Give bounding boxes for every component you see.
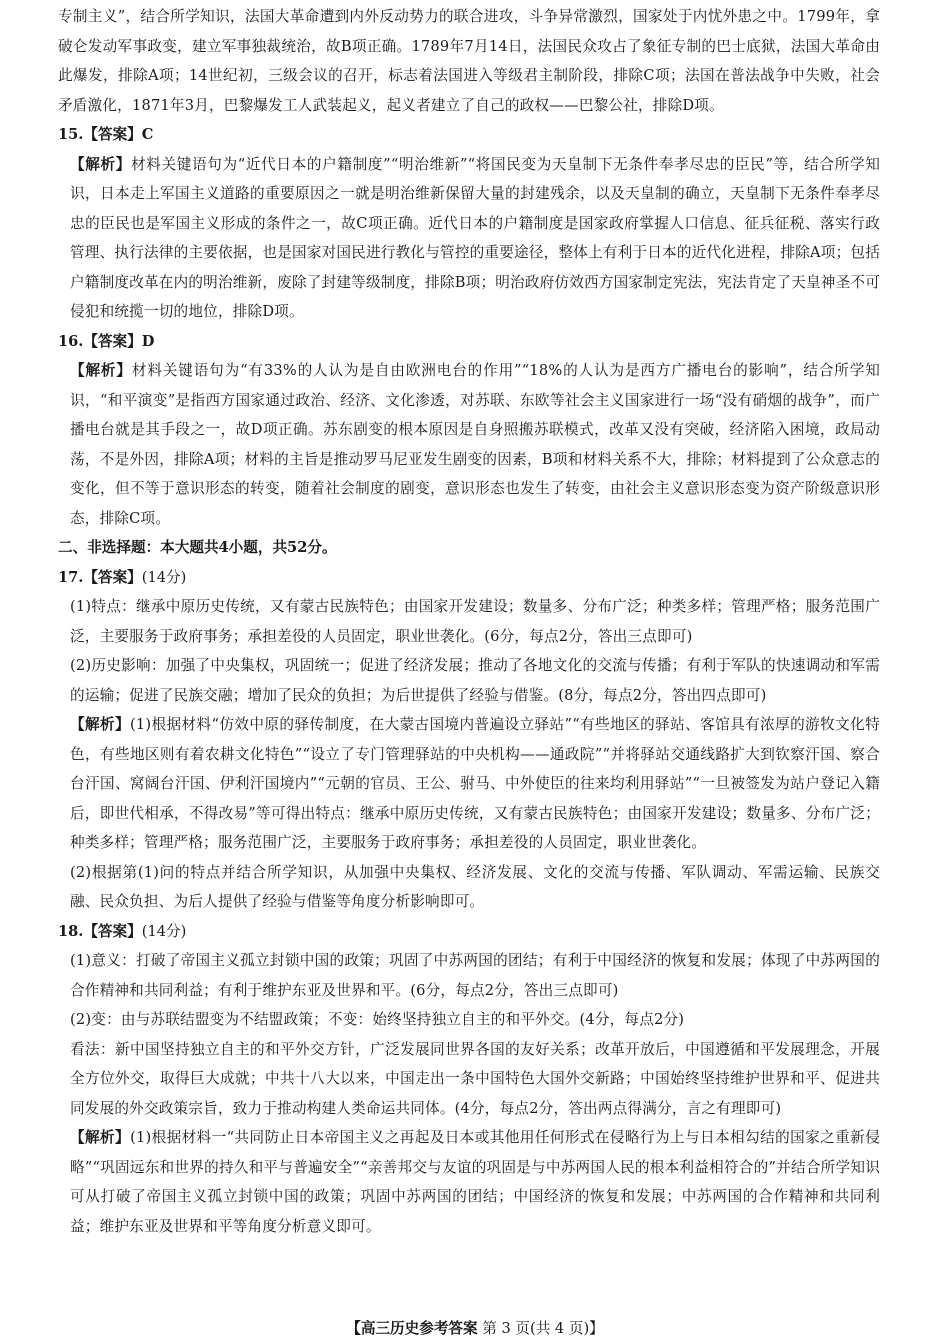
- q16-number: 16.: [58, 332, 84, 350]
- q15-answer-line: [58, 120, 880, 150]
- section2-title: 二、非选择题：本大题共4小题，共52分。: [58, 539, 337, 556]
- q16-answer-tag: 【答案】: [83, 332, 142, 350]
- q18-number: 18.: [58, 922, 84, 940]
- q17-answer-line: [58, 563, 880, 593]
- q15-answer-tag: 【答案】: [83, 126, 142, 143]
- page-footer: [0, 1318, 950, 1340]
- q15-number: 15.: [58, 126, 84, 143]
- q16-analysis-text: 材料关键语句为“有33%的人认为是自由欧洲电台的作用”“18%的人认为是西方广播电台的影响”，结合所学知识，“和平演变”是指西方国家通过政治、经济、文化渗透，对苏联、东欧等社会主义国家进行一场“没有硝烟的战争”，而广播电台就是其手段之一，故D项正确。苏东剧变的根本原因是自身照搬苏联模式，改革又没有突破，经济陷入困境，政局动荡，不是外因，排除A项；材料的主旨是推动罗马尼亚发生剧变的因素，B项和材料关系不大，排除；材料提到了公众意志的变化，但不等于意识形态的转变，随着社会制度的剧变，意识形态也发生了转变，由社会主义意识形态变为资产阶级意识形态，排除C项。: [70, 362, 880, 527]
- q17-number: 17.: [58, 568, 84, 586]
- q17-analysis1-text: (1)根据材料“仿效中原的驿传制度，在大蒙古国境内普遍设立驿站”“有些地区的驿站、客馆具有浓厚的游牧文化特色，有些地区则有着农耕文化特色”“设立了专门管理驿站的中央机构——通政院”“并将驿站交通线路扩大到钦察汗国、察合台汗国、窝阔台汗国、伊利汗国境内”“元朝的官员、王公、驸马、中外使臣的往来均利用驿站”“一旦被签发为站户登记入籍后，即世代相承，不得改易”等可得出特点：继承中原历史传统，又有蒙古民族特色；由国家开发建设；数量多、分布广泛；种类多样；管理严格；服务范围广泛，主要服务于政府事务；承担差役的人员固定，职业世袭化。: [70, 716, 880, 851]
- q14-analysis-continuation: 专制主义”，结合所学知识，法国大革命遭到内外反动势力的联合进攻，斗争异常激烈，国家处于内忧外患之中。1799年，拿破仑发动军事政变，建立军事独裁统治，故B项正确。1789年7月14日，法国民众攻占了象征专制的巴士底狱，法国大革命由此爆发，排除A项；14世纪初，三级会议的召开，标志着法国进入等级君主制阶段，排除C项；法国在普法战争中失败，社会矛盾激化，1871年3月，巴黎爆发工人武装起义，起义者建立了自己的政权——巴黎公社，排除D项。: [58, 8, 880, 114]
- q17-part1: (1)特点：继承中原历史传统，又有蒙古民族特色；由国家开发建设；数量多、分布广泛；种类多样；管理严格；服务范围广泛，主要服务于政府事务；承担差役的人员固定，职业世袭化。(6分，每点2分，答出三点即可): [70, 598, 880, 645]
- q18-analysis1: [58, 1123, 880, 1241]
- q16-analysis-tag: 【解析】: [70, 362, 132, 379]
- q17-analysis2: (2)根据第(1)问的特点并结合所学知识，从加强中央集权、经济发展、文化的交流与传播、军队调动、军需运输、民族交融、民众负担、为后人提供了经验与借鉴等角度分析影响即可。: [70, 863, 880, 910]
- q18-analysis1-text: (1)根据材料一“共同防止日本帝国主义之再起及日本或其他用任何形式在侵略行为上与日本相勾结的国家之重新侵略”“巩固远东和世界的持久和平与普遍安全”“亲善邦交与友谊的巩固是与中苏两国人民的根本利益相符合的”并结合所学知识可从打破了帝国主义孤立封锁中国的政策；巩固中苏两国的团结；中国经济的恢复和发展；中苏两国的合作精神和共同利益；维护东亚及世界和平等角度分析意义即可。: [70, 1129, 880, 1235]
- q17-analysis1: [58, 710, 880, 858]
- q16-answer: D: [141, 332, 155, 350]
- q18-score: (14分): [141, 922, 187, 940]
- q18-part1: (1)意义：打破了帝国主义孤立封锁中国的政策；巩固了中苏两国的团结；有利于中国经济的恢复和发展；体现了中苏两国的合作精神和共同利益；有利于维护东亚及世界和平。(6分，每点2分，答出三点即可): [70, 952, 880, 999]
- footer-page-number: 第 3 页(共 4 页)】: [482, 1320, 604, 1337]
- q17-part2: (2)历史影响：加强了中央集权，巩固统一；促进了经济发展；推动了各地文化的交流与传播；有利于军队的快速调动和军需的运输；促进了民族交融；增加了民众的负担；为后世提供了经验与借鉴。(8分，每点2分，答出四点即可): [70, 657, 880, 704]
- q16-answer-line: [58, 327, 880, 357]
- q18-answer-line: [58, 917, 880, 947]
- q15-analysis-tag: 【解析】: [70, 155, 132, 173]
- q18-view: 看法：新中国坚持独立自主的和平外交方针，广泛发展同世界各国的友好关系；改革开放后，中国遵循和平发展理念，开展全方位外交，取得巨大成就；中共十八大以来，中国走出一条中国特色大国外交新路；中国始终坚持维护世界和平、促进共同发展的外交政策宗旨，致力于推动构建人类命运共同体。(4分，每点2分，答出两点得满分，言之有理即可): [70, 1040, 880, 1117]
- q17-score: (14分): [141, 568, 187, 586]
- q15-analysis: [58, 150, 880, 327]
- page-content: [58, 0, 880, 1241]
- q18-analysis-tag: 【解析】: [70, 1129, 131, 1146]
- q17-analysis-tag: 【解析】: [70, 716, 131, 733]
- q15-answer: C: [141, 126, 154, 143]
- q17-answer-tag: 【答案】: [83, 568, 142, 586]
- q15-analysis-text: 材料关键语句为“近代日本的户籍制度”“明治维新”“将国民变为天皇制下无条件奉孝尽忠的臣民”等，结合所学知识，日本走上军国主义道路的重要原因之一就是明治维新保留大量的封建残余，以及天皇制的确立，天皇制下无条件奉孝尽忠的臣民也是军国主义形成的条件之一，故C项正确。近代日本的户籍制度是国家政府掌握人口信息、征兵征税、落实行政管理、执行法律的主要依据，也是国家对国民进行教化与管控的重要途径，整体上有利于日本的近代化进程，排除A项；包括户籍制度改革在内的明治维新，废除了封建等级制度，排除B项；明治政府仿效西方国家制定宪法，宪法肯定了天皇神圣不可侵犯和统揽一切的地位，排除D项。: [70, 155, 880, 320]
- q18-part2: (2)变：由与苏联结盟变为不结盟政策；不变：始终坚持独立自主的和平外交。(4分，每点2分): [70, 1011, 685, 1028]
- q16-analysis: [58, 356, 880, 533]
- footer-title: 【高三历史参考答案: [346, 1320, 478, 1337]
- q18-answer-tag: 【答案】: [83, 922, 142, 940]
